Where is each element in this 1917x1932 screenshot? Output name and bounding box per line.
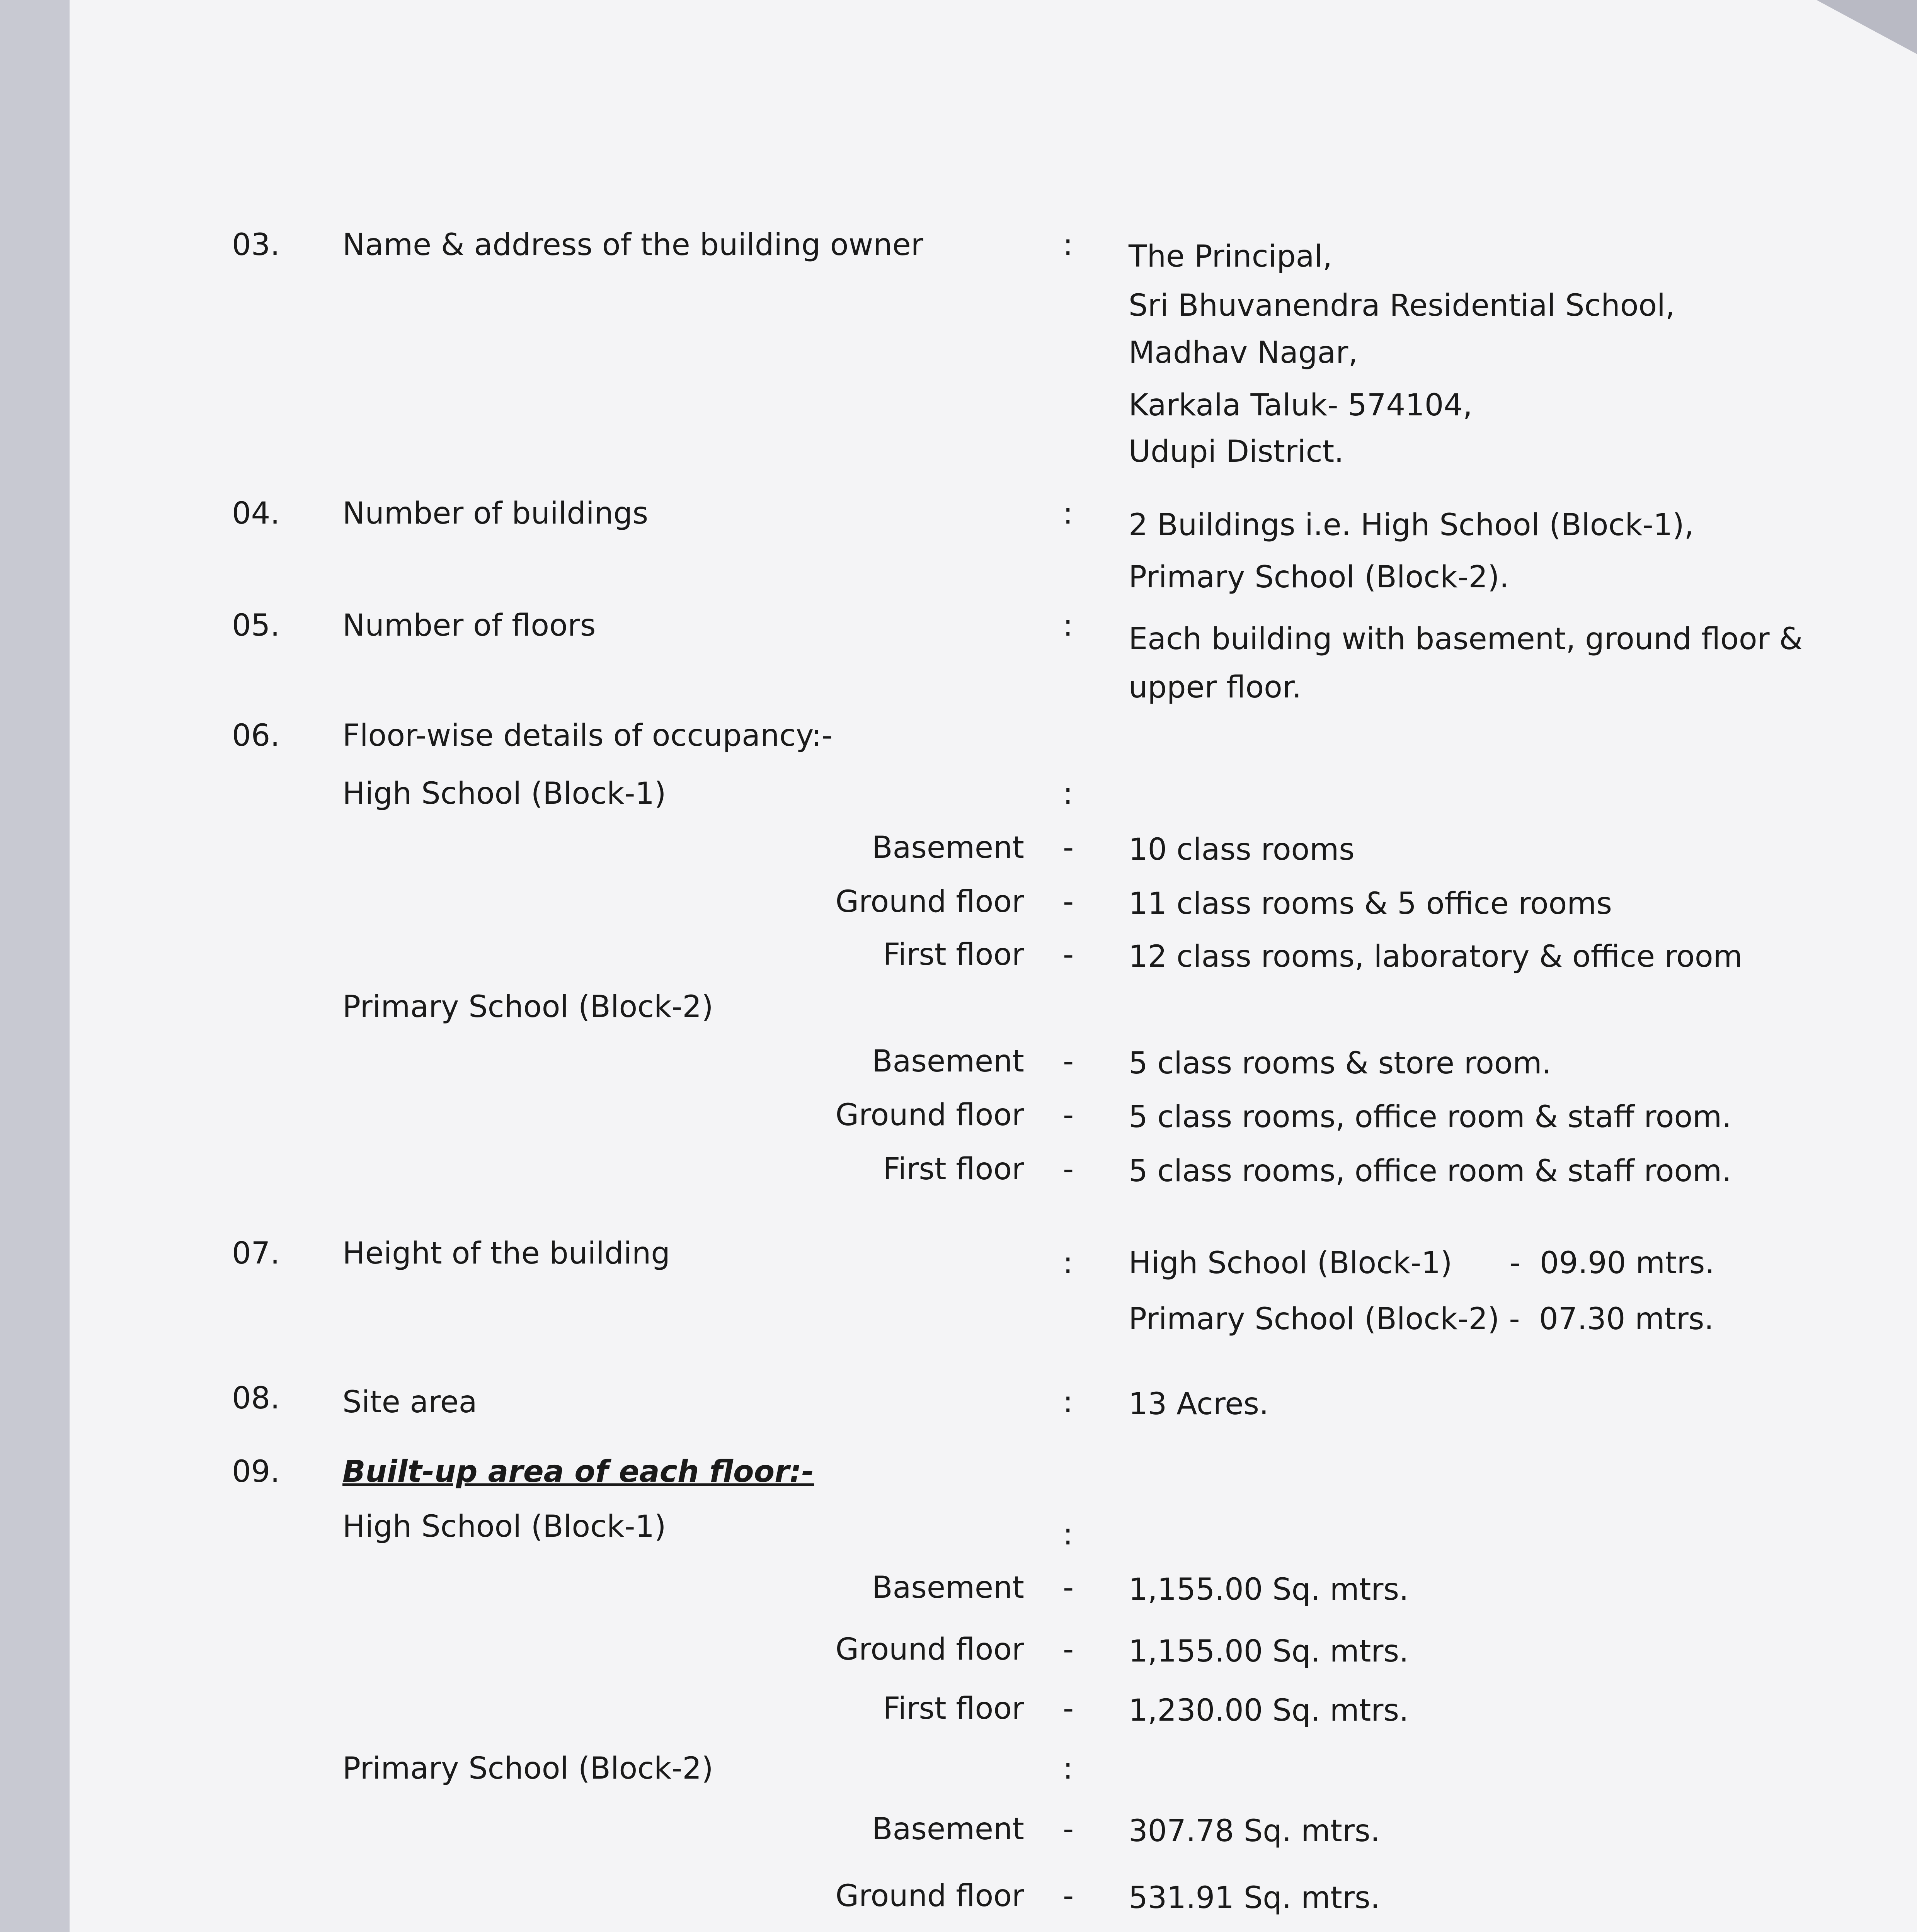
floor-label: Ground floor (835, 1098, 1024, 1133)
floor-value: 1,155.00 Sq. mtrs. (1129, 1634, 1409, 1669)
value-line: 13 Acres. (1129, 1387, 1269, 1422)
floor-sep: - (1063, 1044, 1074, 1079)
floor-sep: - (1063, 1812, 1074, 1847)
floor-value: 5 class rooms, office room & staff room. (1129, 1154, 1731, 1189)
item-number: 07. (232, 1236, 280, 1271)
floor-sep: - (1063, 884, 1074, 919)
item-label: Built-up area of each floor:- (342, 1454, 814, 1489)
value-line: 2 Buildings i.e. High School (Block-1), (1129, 508, 1694, 543)
item-colon: : (1063, 1246, 1073, 1281)
floor-label: First floor (883, 937, 1024, 972)
item-label: Name & address of the building owner (342, 228, 923, 262)
item-number: 05. (232, 608, 280, 643)
floor-value: 1,155.00 Sq. mtrs. (1129, 1572, 1409, 1607)
group-name: Primary School (Block-2) (342, 990, 713, 1024)
floor-sep: - (1063, 1691, 1074, 1726)
floor-sep: - (1063, 1152, 1074, 1187)
group-name: High School (Block-1) (342, 776, 666, 811)
owner-line: Udupi District. (1129, 434, 1344, 469)
floor-sep: - (1063, 1879, 1074, 1913)
value-line: Primary School (Block-2). (1129, 560, 1509, 595)
item-number: 08. (232, 1381, 280, 1416)
floor-label: Basement (872, 1812, 1024, 1847)
owner-line: Sri Bhuvanendra Residential School, (1129, 288, 1675, 323)
floor-value: 5 class rooms & store room. (1129, 1046, 1552, 1081)
group-name: Primary School (Block-2) (342, 1751, 713, 1786)
item-label: Number of buildings (342, 496, 649, 531)
document-page (70, 0, 1917, 1932)
item-colon: : (1063, 1385, 1073, 1420)
group-name: High School (Block-1) (342, 1509, 666, 1544)
floor-label: Ground floor (835, 1632, 1024, 1667)
owner-line: Karkala Taluk- 574104, (1129, 388, 1473, 423)
floor-value: 531.91 Sq. mtrs. (1129, 1881, 1380, 1915)
item-number: 09. (232, 1454, 280, 1489)
owner-line: Madhav Nagar, (1129, 335, 1358, 370)
floor-sep: - (1063, 830, 1074, 865)
floor-value: 1,230.00 Sq. mtrs. (1129, 1693, 1409, 1728)
floor-value: 12 class rooms, laboratory & office room (1129, 939, 1743, 974)
floor-label: First floor (883, 1691, 1024, 1726)
item-colon: : (1063, 228, 1073, 262)
item-label: Number of floors (342, 608, 596, 643)
item-number: 06. (232, 718, 280, 753)
item-label: Site area (342, 1385, 477, 1420)
owner-line: The Principal, (1129, 239, 1333, 274)
floor-value: 10 class rooms (1129, 832, 1355, 867)
floor-label: Ground floor (835, 884, 1024, 919)
floor-sep: - (1063, 1570, 1074, 1605)
floor-label: Ground floor (835, 1879, 1024, 1913)
item-number: 04. (232, 496, 280, 531)
value-line: High School (Block-1) - 09.90 mtrs. (1129, 1246, 1715, 1281)
item-colon: : (1063, 496, 1073, 531)
item-colon: : (1063, 1517, 1073, 1552)
page-fold (1817, 0, 1917, 54)
floor-label: Basement (872, 830, 1024, 865)
floor-label: Basement (872, 1570, 1024, 1605)
value-line: Each building with basement, ground floor & (1129, 622, 1803, 656)
item-colon: : (1063, 608, 1073, 643)
floor-label: First floor (883, 1152, 1024, 1187)
value-line: Primary School (Block-2) - 07.30 mtrs. (1129, 1302, 1714, 1337)
item-number: 03. (232, 228, 280, 262)
value-line: upper floor. (1129, 670, 1302, 705)
floor-value: 11 class rooms & 5 office rooms (1129, 886, 1612, 921)
floor-value: 307.78 Sq. mtrs. (1129, 1814, 1380, 1849)
item-label: Floor-wise details of occupancy:- (342, 718, 833, 753)
floor-sep: - (1063, 1632, 1074, 1667)
item-label: Height of the building (342, 1236, 670, 1271)
item-colon: : (1063, 776, 1073, 811)
item-colon: : (1063, 1751, 1073, 1786)
floor-sep: - (1063, 937, 1074, 972)
floor-label: Basement (872, 1044, 1024, 1079)
floor-value: 5 class rooms, office room & staff room. (1129, 1100, 1731, 1134)
floor-sep: - (1063, 1098, 1074, 1133)
